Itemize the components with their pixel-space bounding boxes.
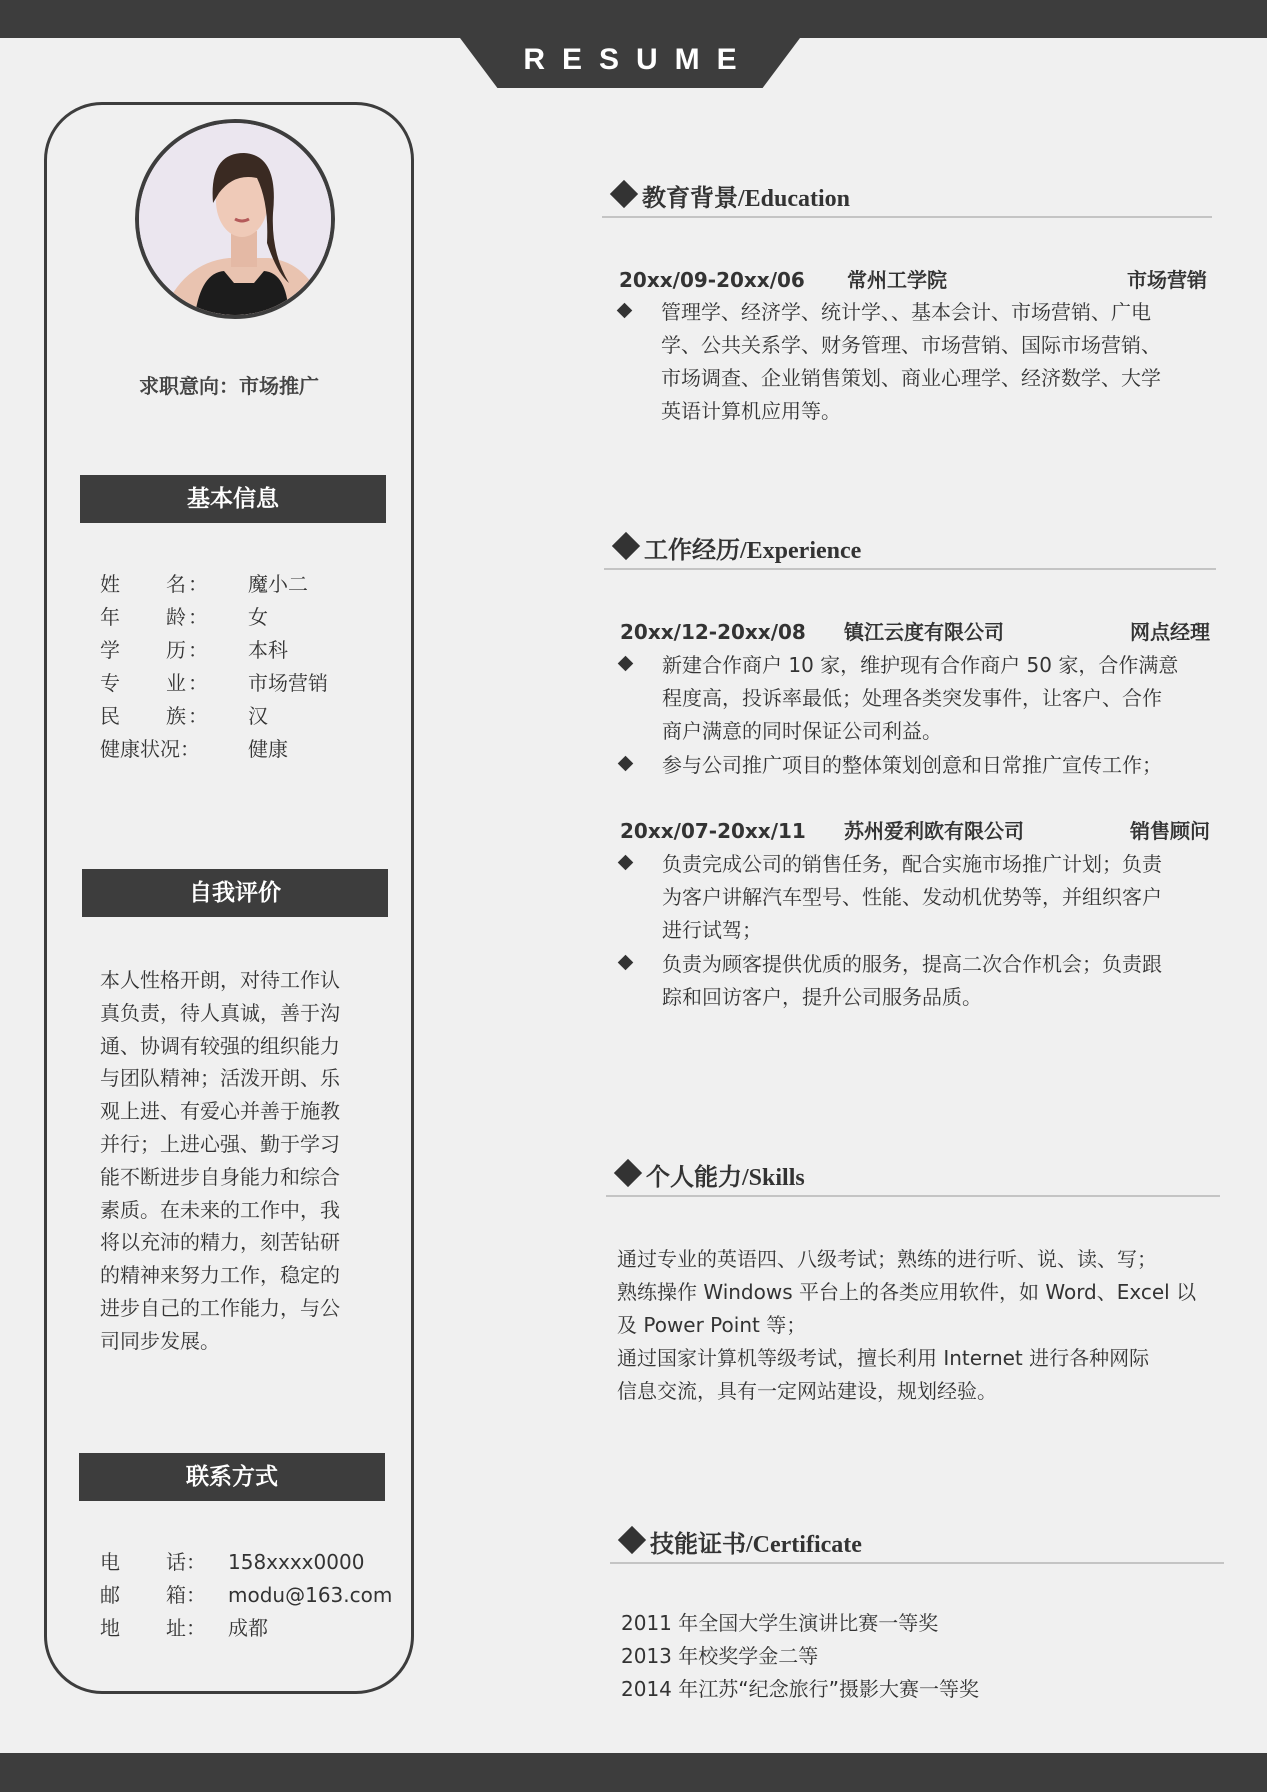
education-courses: 管理学、经济学、统计学、、基本会计、市场营销、广电 学、公共关系学、财务管理、市场营销、国际市场营销、 市场调查、企业销售策划、商业心理学、经济数学、大学 英语计算机应用等。 <box>619 296 1209 428</box>
job-2-bullet-2: 负责为顾客提供优质的服务，提高二次合作机会；负责跟 踪和回访客户，提升公司服务品质。 <box>620 948 1212 1014</box>
avatar <box>135 119 335 319</box>
contact-heading: 联系方式 <box>79 1453 385 1501</box>
certificate-heading: 技能证书/Certificate <box>610 1524 1224 1564</box>
top-bar <box>0 0 1267 38</box>
bullet-icon <box>618 955 634 971</box>
skills-text: 通过专业的英语四、八级考试；熟练的进行听、说、读、写； 熟练操作 Windows 平台上的各类应用软件，如 Word、Excel 以 及 Power Point 等； 通过国家计算机等级考试，擅长利用 Internet 进行各种网际 信息交流，具有一定网站建设，规划经验。 <box>617 1247 1197 1403</box>
bullet-icon <box>618 756 634 772</box>
job-entry-1: 20xx/12-20xx/08 镇江云度有限公司 网点经理 <box>620 620 1210 644</box>
portrait-image <box>139 123 335 319</box>
resume-title: RESUME <box>523 43 754 76</box>
experience-heading: 工作经历/Experience <box>604 530 1216 570</box>
bullet-icon <box>618 855 634 871</box>
job-objective: 求职意向：市场推广 <box>139 374 319 398</box>
bottom-bar <box>0 1753 1267 1792</box>
diamond-icon <box>618 1526 646 1554</box>
job-entry-2: 20xx/07-20xx/11 苏州爱利欧有限公司 销售顾问 <box>620 819 1210 843</box>
certificate-item: 2013 年校奖学金二等 <box>621 1644 819 1668</box>
bullet-icon <box>618 656 634 672</box>
diamond-icon <box>612 532 640 560</box>
self-eval-heading: 自我评价 <box>82 869 388 917</box>
job-2-bullet-1: 负责完成公司的销售任务，配合实施市场推广计划；负责 为客户讲解汽车型号、性能、发动机优势等，并组织客户 进行试驾； <box>620 848 1212 947</box>
education-entry: 20xx/09-20xx/06 常州工学院 市场营销 <box>619 268 1207 292</box>
skills-heading: 个人能力/Skills <box>606 1157 1220 1197</box>
certificate-list <box>621 1607 1221 1706</box>
job-1-bullet-2: 参与公司推广项目的整体策划创意和日常推广宣传工作； <box>620 749 1212 782</box>
diamond-icon <box>614 1159 642 1187</box>
bullet-icon <box>617 303 633 319</box>
certificate-item: 2014 年江苏“纪念旅行”摄影大赛一等奖 <box>621 1677 979 1701</box>
certificate-item: 2011 年全国大学生演讲比赛一等奖 <box>621 1611 939 1635</box>
education-heading: 教育背景/Education <box>602 178 1212 218</box>
job-1-bullet-1: 新建合作商户 10 家，维护现有合作商户 50 家，合作满意 程度高，投诉率最低；处理各类突发事件，让客户、合作 商户满意的同时保证公司利益。 <box>620 649 1212 748</box>
basic-info-heading: 基本信息 <box>80 475 386 523</box>
self-eval-text: 本人性格开朗，对待工作认 真负责，待人真诚，善于沟 通、协调有较强的组织能力 与团队精神；活泼开朗、乐 观上进、有爱心并善于施教 并行；上进心强、勤于学习 能不断进步自身能力和综合 素质。在未来的工作中，我 将以充沛的精力，刻苦钻研 的精神来努力工作，稳定的 进步自己的工作能力，与公 司同步发展。 <box>100 968 340 1353</box>
diamond-icon <box>610 180 638 208</box>
